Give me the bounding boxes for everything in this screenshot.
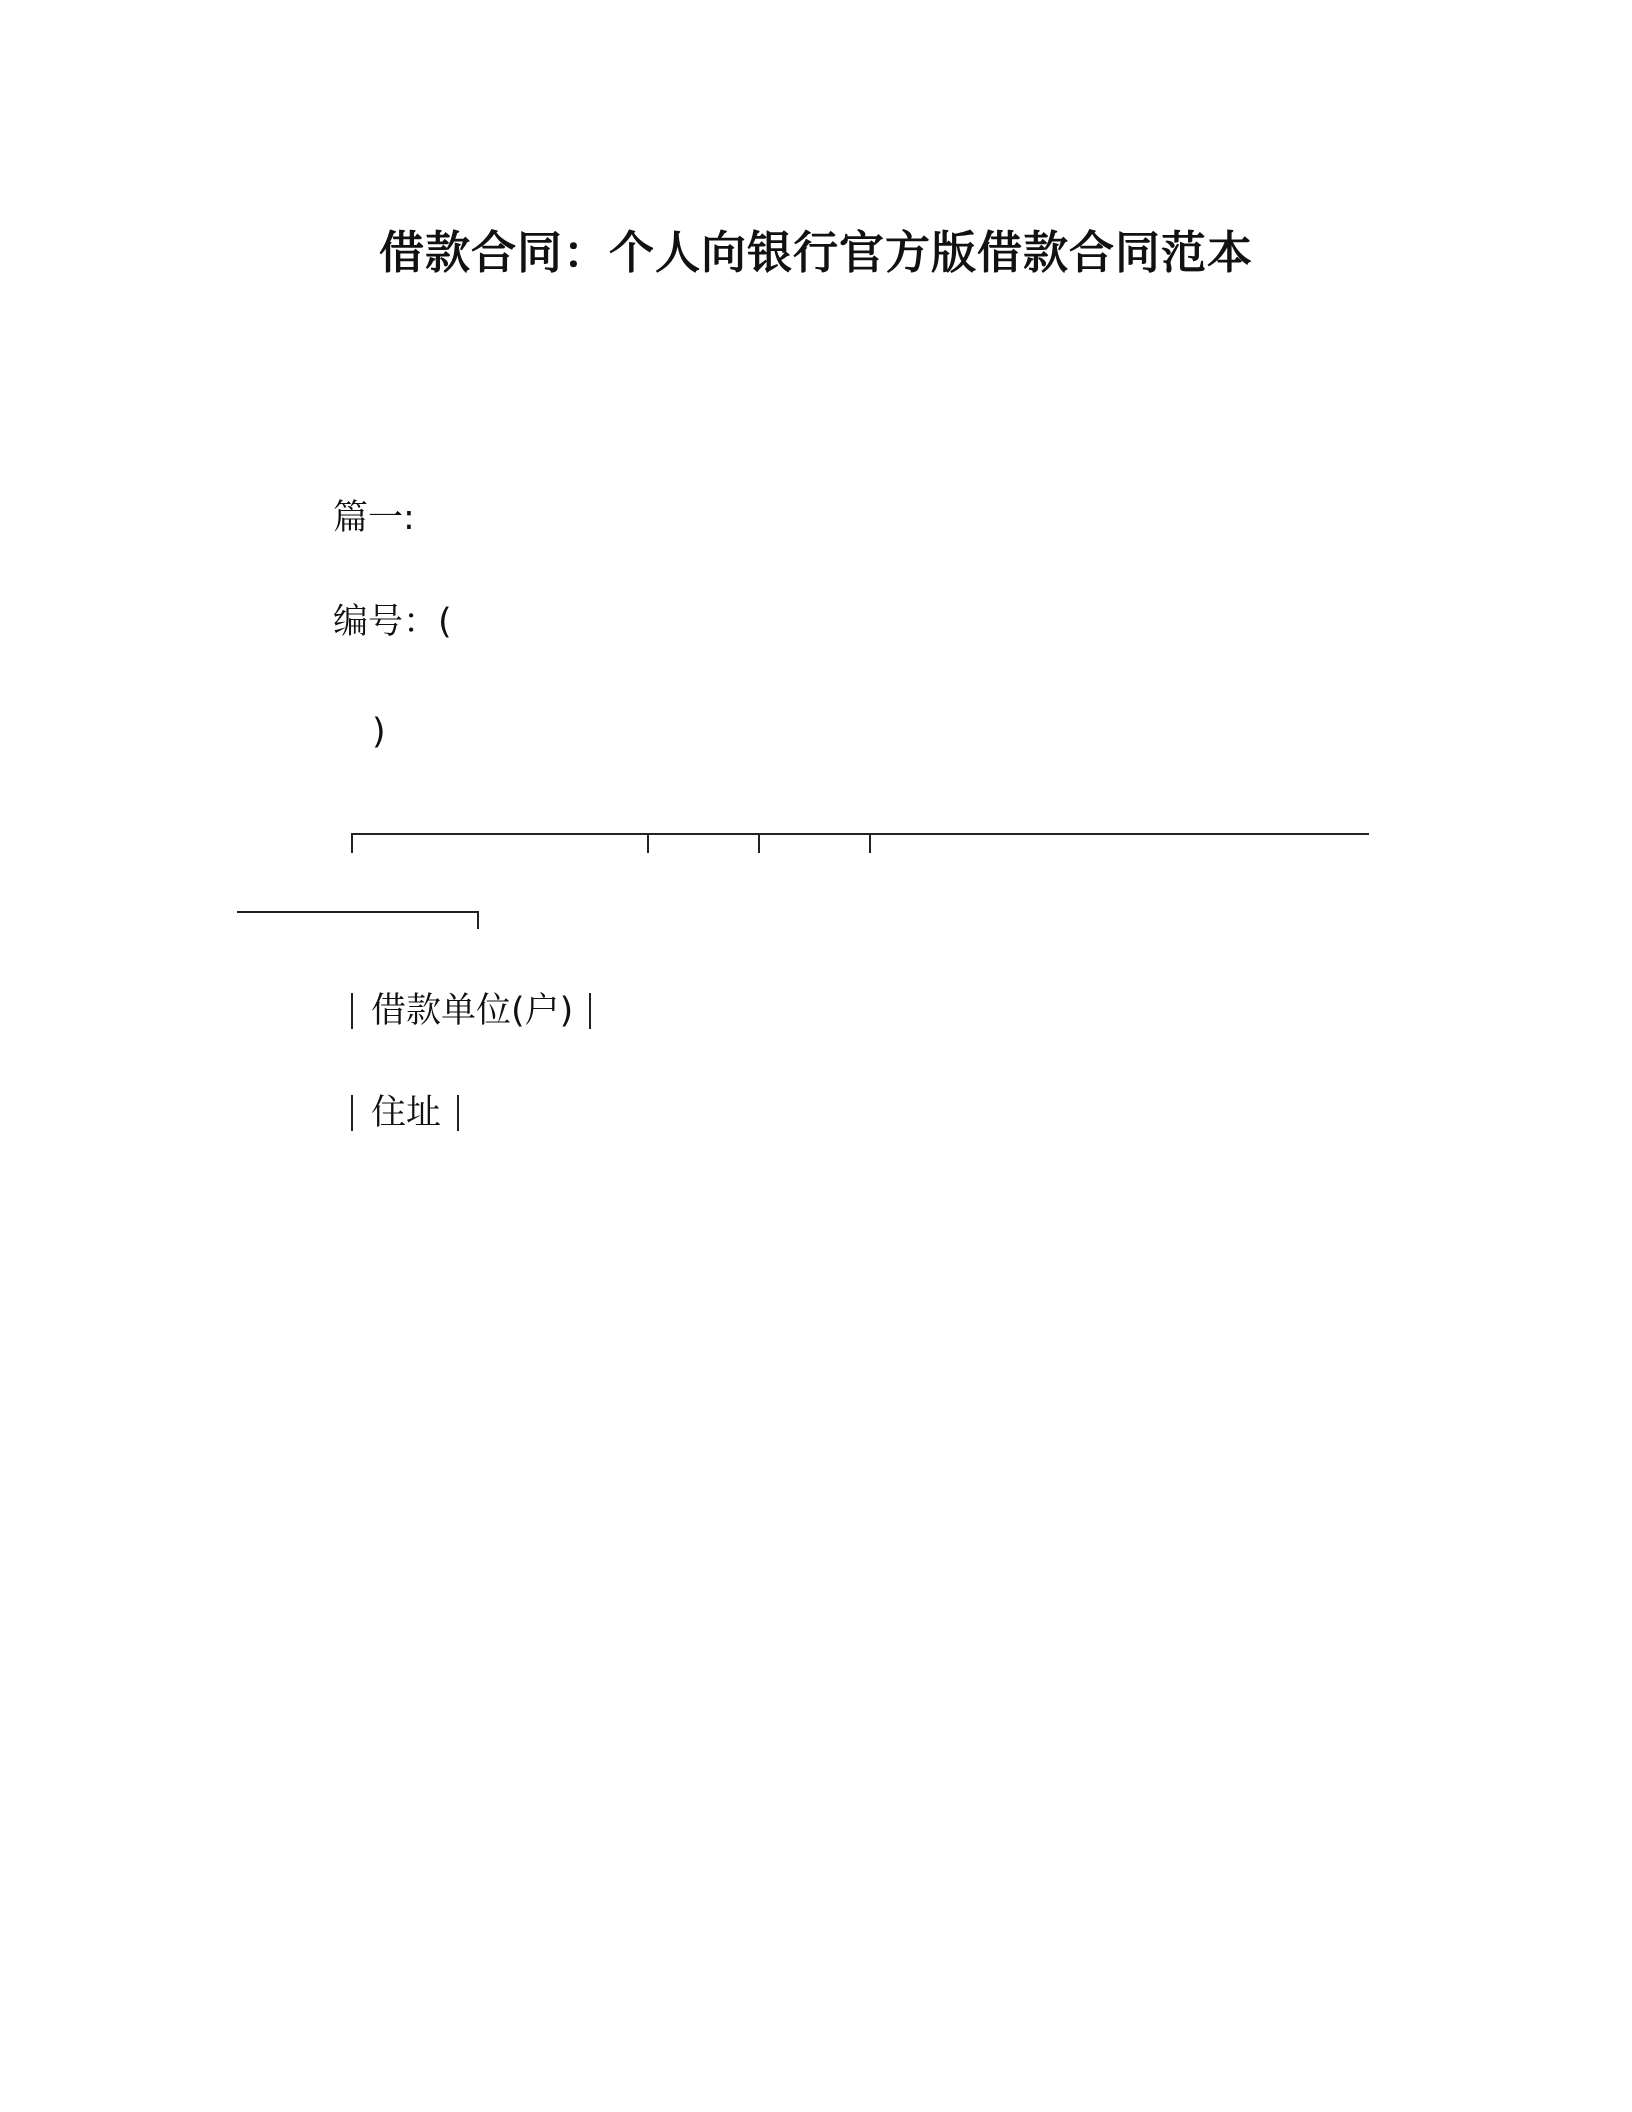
table-continuation-border — [237, 911, 479, 913]
address-label: 住址 — [371, 1093, 442, 1133]
table-corner-left-tick — [351, 833, 353, 853]
table-top-border — [351, 833, 1369, 835]
cell-right-border — [589, 993, 591, 1029]
document-title: 借款合同：个人向银行官方版借款合同范本 — [378, 226, 1253, 279]
section-heading: 篇一: — [333, 498, 415, 538]
contract-number-label: 编号：( — [333, 602, 452, 642]
cell-right-border — [457, 1095, 459, 1131]
table-row — [351, 986, 591, 1036]
table-column-tick — [647, 833, 649, 853]
table-column-tick — [869, 833, 871, 853]
borrower-label: 借款单位(户) — [371, 991, 574, 1031]
contract-number-close-paren: ) — [372, 712, 386, 752]
table-corner-right-tick — [477, 911, 479, 929]
table-column-tick — [758, 833, 760, 853]
table-row — [351, 1088, 459, 1138]
